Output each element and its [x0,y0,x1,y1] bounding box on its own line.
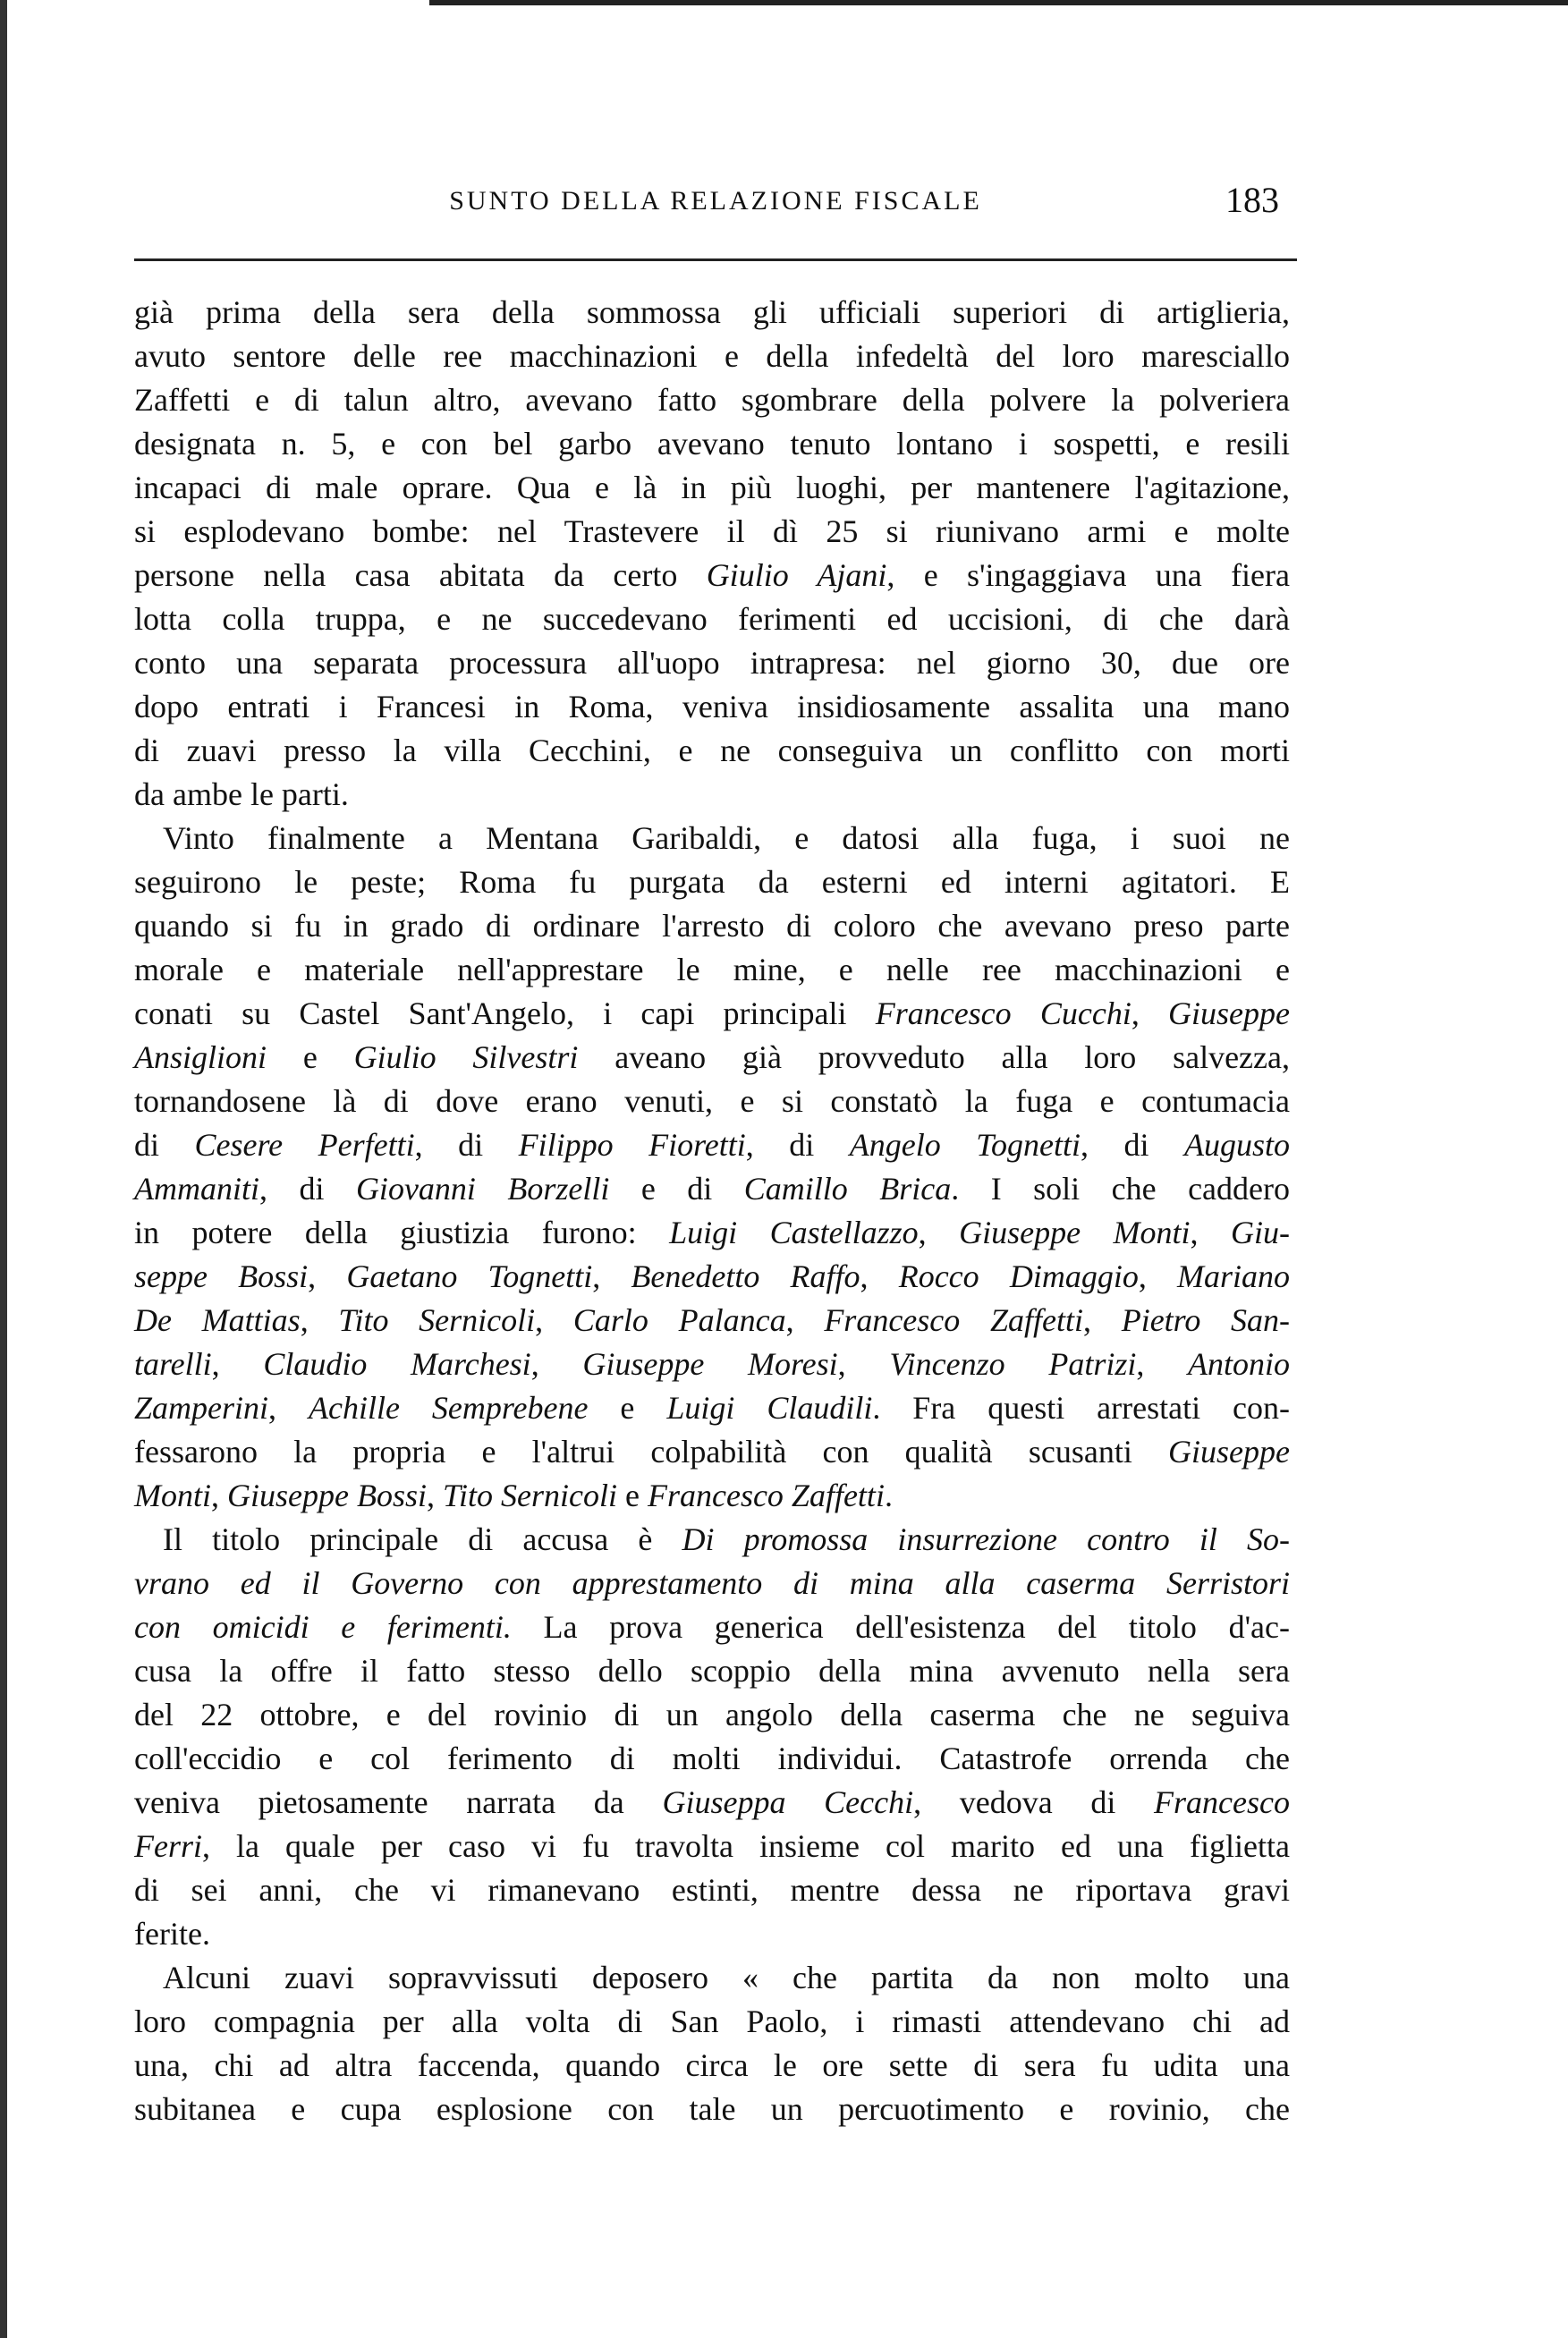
header-rule [134,258,1297,261]
italic-text-segment: Vincenzo Patrizi [889,1346,1137,1382]
italic-text-segment: Cesere Perfetti [194,1127,415,1163]
italic-text-segment: Claudio Marchesi [263,1346,531,1382]
text-line [134,860,1290,904]
text-segment: incapaci di male oprare. Qua e là in più luoghi, per mantenere l'agitazione, [134,470,1290,505]
text-segment: lotta colla truppa, e ne succedevano ferimenti ed uccisioni, di che darà [134,601,1290,637]
text-segment: e [617,1478,648,1513]
text-segment: , [1082,1302,1122,1338]
text-line [134,1343,1290,1386]
text-segment: veniva pietosamente narrata da [134,1784,663,1820]
text-segment: cusa la offre il fatto stesso dello scoppio della mina avvenuto nella sera [134,1653,1290,1689]
text-line [134,1825,1290,1868]
italic-text-segment: Mariano [1177,1258,1291,1294]
text-line [134,1080,1290,1123]
text-segment: e [588,1390,667,1426]
text-line [134,1299,1290,1343]
italic-text-segment: Giulio Silvestri [353,1039,579,1075]
text-segment: Alcuni zuavi sopravvissuti deposero « che partita da non molto una [163,1960,1290,1995]
text-line [134,641,1290,685]
text-segment: Vinto finalmente a Mentana Garibaldi, e datosi alla fuga, i suoi ne [163,820,1290,856]
text-segment: e di [609,1171,744,1207]
text-segment: , vedova di [913,1784,1155,1820]
text-line [134,1123,1290,1167]
text-line [134,1649,1290,1693]
text-segment: , di [1080,1127,1184,1163]
text-segment: , [211,1478,227,1513]
italic-text-segment: Giuseppe [1168,1434,1290,1470]
text-segment: tornandosene là di dove erano venuti, e si constatò la fuga e contumacia [134,1083,1290,1119]
italic-text-segment: Luigi Castellazzo [669,1215,919,1250]
text-line [134,422,1290,466]
text-line [134,685,1290,729]
text-segment: dopo entrati i Francesi in Roma, veniva insidiosamente assalita una mano [134,689,1290,724]
text-segment: , di [745,1127,850,1163]
italic-text-segment: Francesco Zaffetti [824,1302,1083,1338]
text-segment: , [535,1302,573,1338]
text-segment: morale e materiale nell'apprestare le mine, e nelle ree macchinazioni e [134,952,1290,987]
italic-text-segment: Giuseppa Cecchi [662,1784,914,1820]
text-line [134,2044,1290,2088]
italic-text-segment: Carlo Palanca [572,1302,786,1338]
text-segment: fessarono la propria e l'altrui colpabilità con qualità scusanti [134,1434,1169,1470]
text-segment: coll'eccidio e col ferimento di molti individui. Catastrofe orrenda che [134,1741,1290,1776]
text-line [134,2000,1290,2044]
text-segment: , [211,1346,264,1382]
text-segment: , [308,1258,347,1294]
text-segment: persone nella casa abitata da certo [134,557,707,593]
italic-text-segment: Antonio [1188,1346,1291,1382]
italic-text-segment: seppe Bossi [134,1258,309,1294]
italic-text-segment: Rocco Dimaggio [898,1258,1139,1294]
text-segment: da ambe le parti. [134,776,349,812]
italic-text-segment: Benedetto Raffo [631,1258,860,1294]
text-line [134,378,1290,422]
italic-text-segment: Angelo Tognetti [849,1127,1081,1163]
text-segment: , [837,1346,890,1382]
text-segment: già prima della sera della sommossa gli ufficiali superiori di artiglieria, [134,294,1290,330]
text-segment: , [1190,1215,1232,1250]
italic-text-segment: Giovanni Borzelli [355,1171,610,1207]
text-line [134,335,1290,378]
text-line [134,1868,1290,1912]
italic-text-segment: Francesco Cucchi [875,995,1132,1031]
running-head [134,179,1297,224]
text-segment: , e s'ingaggiava una fiera [886,557,1291,593]
italic-text-segment: Luigi Claudili [666,1390,873,1426]
text-segment: . [884,1478,893,1513]
text-segment: , [860,1258,899,1294]
text-line [134,510,1290,554]
text-line [134,1474,1290,1518]
text-line [134,597,1290,641]
text-segment: , [592,1258,631,1294]
text-segment: La prova generica dell'esistenza del titolo d'ac- [511,1609,1290,1645]
text-line [134,1956,1290,2000]
text-line [134,1036,1290,1080]
italic-text-segment: Giuseppe Bossi [227,1478,427,1513]
text-segment: , [1138,1258,1178,1294]
text-segment: una, chi ad altra faccenda, quando circa le ore sette di sera fu udita una [134,2047,1290,2083]
text-segment: seguirono le peste; Roma fu purgata da esterni ed interni agitatori. E [134,864,1290,900]
text-segment: , [1136,1346,1189,1382]
text-segment: . Fra questi arrestati con- [872,1390,1291,1426]
text-segment: , [426,1478,443,1513]
text-segment: aveano già provveduto alla loro salvezza, [578,1039,1290,1075]
text-segment: conto una separata processura all'uopo intrapresa: nel giorno 30, due ore [134,645,1290,681]
text-segment: loro compagnia per alla volta di San Paolo, i rimasti attendevano chi ad [134,2003,1290,2039]
text-line [134,1386,1290,1430]
italic-text-segment: Giulio Ajani [706,557,887,593]
italic-text-segment: tarelli [134,1346,212,1382]
italic-text-segment: con omicidi e ferimenti. [134,1609,512,1645]
italic-text-segment: Pietro San- [1121,1302,1291,1338]
italic-text-segment: Tito Sernicoli [442,1478,617,1513]
text-segment: di [134,1127,195,1163]
italic-text-segment: Giuseppe Monti [959,1215,1191,1250]
text-line [134,1912,1290,1956]
text-segment: , [918,1215,960,1250]
text-segment: in potere della giustizia furono: [134,1215,670,1250]
text-line [134,1255,1290,1299]
text-line [134,1167,1290,1211]
italic-text-segment: Di promossa insurrezione contro il So- [682,1521,1290,1557]
text-line [134,1562,1290,1605]
italic-text-segment: Giuseppe [1168,995,1291,1031]
text-line [134,948,1290,992]
text-segment: , [530,1346,583,1382]
italic-text-segment: Francesco Zaffetti [647,1478,885,1513]
text-segment: Zaffetti e di talun altro, avevano fatto sgombrare della polvere la polveriera [134,382,1290,418]
text-line [134,1693,1290,1737]
italic-text-segment: Tito Sernicoli [338,1302,536,1338]
scan-edge-left [0,0,7,2338]
text-segment: , [300,1302,339,1338]
text-line [134,466,1290,510]
italic-text-segment: Giu- [1231,1215,1291,1250]
scan-edge-top [429,0,1568,5]
text-segment: avuto sentore delle ree macchinazioni e della infedeltà del loro maresciallo [134,338,1290,374]
text-segment: , la quale per caso vi fu travolta insieme col marito ed una figlietta [202,1828,1290,1864]
text-line [134,2088,1290,2131]
text-segment: , [785,1302,825,1338]
text-line [134,817,1290,860]
italic-text-segment: Camillo Brica [743,1171,952,1207]
italic-text-segment: Ammaniti [134,1171,259,1207]
text-line [134,1781,1290,1825]
text-segment: Il titolo principale di accusa è [163,1521,682,1557]
text-segment: . I soli che caddero [951,1171,1290,1207]
italic-text-segment: Ansiglioni [134,1039,267,1075]
text-segment: designata n. 5, e con bel garbo avevano tenuto lontano i sospetti, e resili [134,426,1290,462]
running-title: SUNTO DELLA RELAZIONE FISCALE [449,186,982,216]
text-segment: si esplodevano bombe: nel Trastevere il dì 25 si riunivano armi e molte [134,513,1290,549]
text-segment: del 22 ottobre, e del rovinio di un angolo della caserma che ne seguiva [134,1697,1290,1732]
italic-text-segment: Zamperini [134,1390,269,1426]
italic-text-segment: Monti [134,1478,211,1513]
text-line [134,904,1290,948]
italic-text-segment: Ferri [134,1828,202,1864]
italic-text-segment: Gaetano Tognetti [346,1258,593,1294]
text-segment: , di [414,1127,519,1163]
page-number: 183 [1225,180,1279,220]
text-line [134,1430,1290,1474]
text-line [134,1211,1290,1255]
italic-text-segment: Giuseppe Moresi [582,1346,838,1382]
italic-text-segment: Filippo Fioretti [518,1127,746,1163]
text-segment: conati su Castel Sant'Angelo, i capi principali [134,995,876,1031]
text-line [134,1518,1290,1562]
text-segment: di sei anni, che vi rimanevano estinti, mentre dessa ne riportava gravi [134,1872,1290,1908]
text-segment: , di [259,1171,356,1207]
text-segment: subitanea e cupa esplosione con tale un percuotimento e rovinio, che [134,2091,1290,2127]
body-text [134,291,1290,2131]
text-line [134,729,1290,773]
italic-text-segment: vrano ed il Governo con apprestamento di mina alla caserma Serristori [134,1565,1290,1601]
text-line [134,1737,1290,1781]
text-segment: e [267,1039,354,1075]
text-segment: quando si fu in grado di ordinare l'arresto di coloro che avevano preso parte [134,908,1290,944]
text-line [134,554,1290,597]
text-segment: ferite. [134,1916,210,1952]
text-line [134,291,1290,335]
italic-text-segment: Francesco [1154,1784,1290,1820]
italic-text-segment: Augusto [1183,1127,1290,1163]
text-segment: di zuavi presso la villa Cecchini, e ne conseguiva un conflitto con morti [134,733,1290,768]
text-segment: , [1131,995,1169,1031]
text-line [134,773,1290,817]
italic-text-segment: De Mattias [134,1302,301,1338]
italic-text-segment: Achille Semprebene [308,1390,589,1426]
text-line [134,992,1290,1036]
text-line [134,1605,1290,1649]
text-segment: , [268,1390,309,1426]
